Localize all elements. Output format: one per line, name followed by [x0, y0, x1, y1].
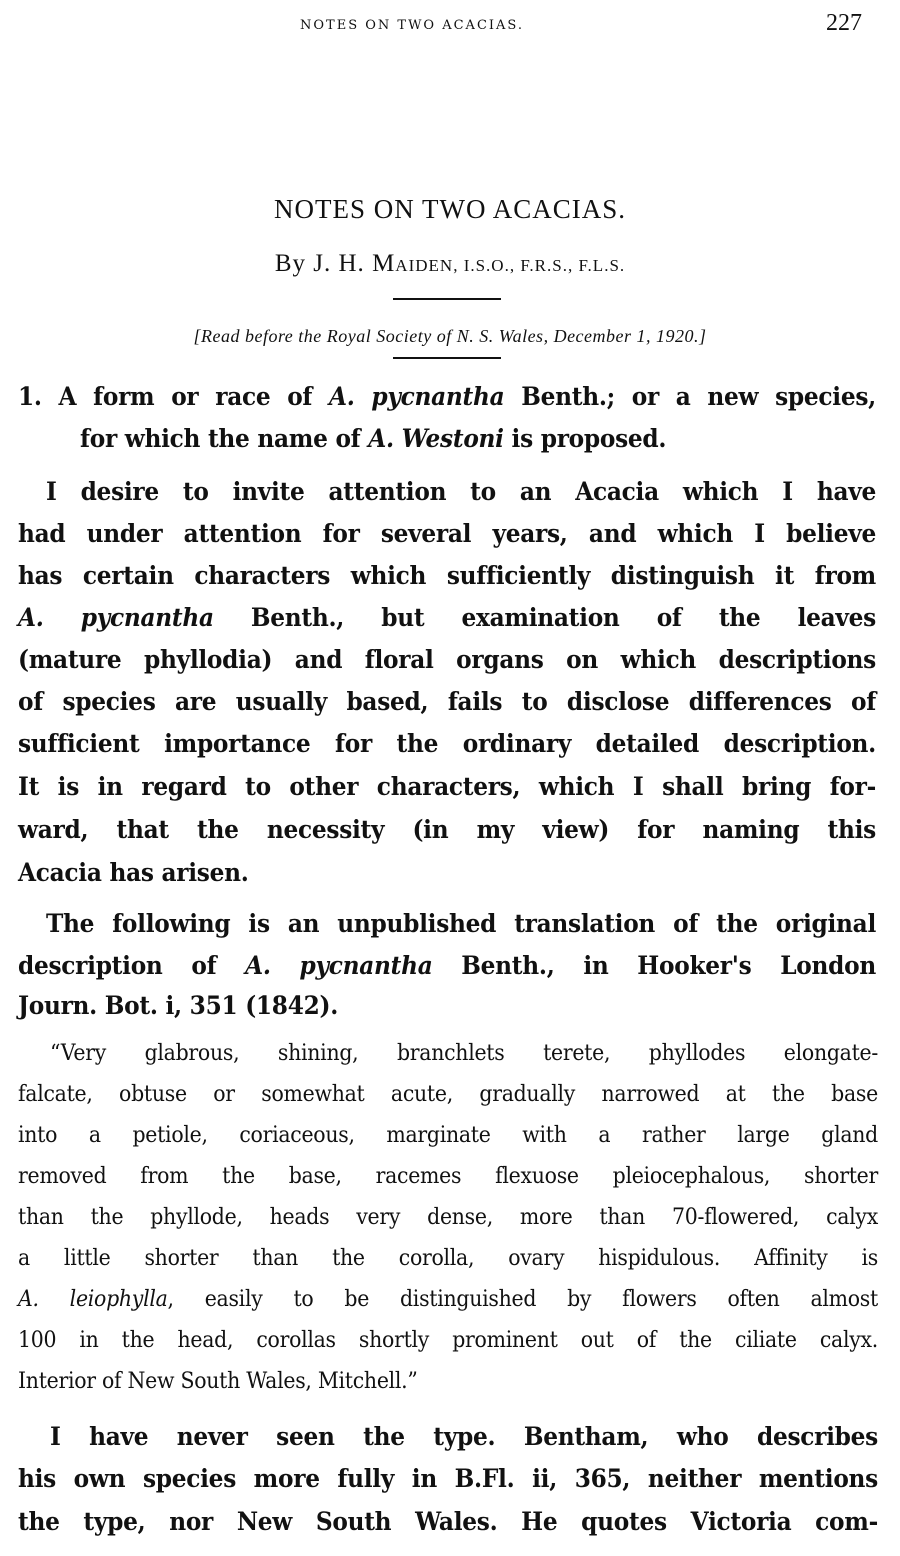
text-line: [18, 858, 288, 887]
text-line: [18, 991, 378, 1020]
text-line: [18, 561, 876, 590]
text-line: [18, 603, 876, 632]
text-segment: into a petiole, coriaceous, marginate with a rather large gland: [18, 1123, 878, 1148]
text-segment: has certain characters which sufficiently distinguish it from: [18, 561, 876, 590]
text-segment: Benth., in Hooker's London: [432, 951, 876, 980]
text-line: [18, 815, 876, 844]
text-segment: than the phyllode, heads very dense, more than 70-flowered, calyx: [18, 1205, 878, 1230]
text-segment: I desire to invite attention to an Acacia which I have: [46, 477, 876, 506]
text-line: [18, 1246, 878, 1271]
text-segment: 100 in the head, corollas shortly prominent out of the ciliate calyx.: [18, 1328, 878, 1353]
text-segment: “Very glabrous, shining, branchlets terete, phyllodes elongate-: [50, 1041, 878, 1066]
text-line: [50, 1041, 878, 1066]
italic-text: A. pycnantha: [328, 382, 505, 411]
text-segment: Interior of New South Wales, Mitchell.”: [18, 1369, 418, 1394]
text-segment: It is in regard to other characters, which I shall bring for-: [18, 772, 876, 801]
article-title: NOTES ON TWO ACACIAS.: [273, 194, 626, 224]
italic-text: A. pycnantha: [245, 951, 433, 980]
text-segment: for which the name of: [80, 424, 369, 453]
text-segment: his own species more fully in B.Fl. ii, 365, neither mentions: [18, 1464, 878, 1493]
divider-rule: [393, 357, 501, 359]
text-segment: 1. A form or race of: [18, 382, 329, 411]
text-line: [18, 1369, 488, 1394]
text-segment: the type, nor New South Wales. He quotes Victoria com-: [18, 1507, 878, 1536]
read-before-note: [Read before the Royal Society of N. S. Wales, December 1, 1920.]: [193, 326, 707, 346]
text-line: [18, 1287, 878, 1312]
text-segment: Acacia has arisen.: [18, 858, 249, 887]
text-line: [18, 1164, 878, 1189]
text-segment: ward, that the necessity (in my view) for naming this: [18, 815, 876, 844]
author-initial: M: [372, 250, 396, 277]
text-segment: removed from the base, racemes flexuose pleiocephalous, shorter: [18, 1164, 878, 1189]
italic-text: A. pycnantha: [18, 603, 214, 632]
text-segment: description of: [18, 951, 246, 980]
text-segment: The following is an unpublished translation of the original: [46, 909, 876, 938]
byline-prefix: By J. H.: [274, 250, 373, 277]
text-segment: I have never seen the type. Bentham, who describes: [50, 1422, 878, 1451]
divider-rule: [393, 298, 501, 300]
text-line: [18, 1082, 878, 1107]
page-number: 227: [826, 10, 862, 36]
text-line: [18, 1328, 878, 1353]
text-segment: , easily to be distinguished by flowers often almost: [167, 1287, 878, 1312]
text-line: [46, 909, 876, 938]
text-line: [18, 519, 876, 548]
author-name-rest: AIDEN: [395, 256, 454, 275]
byline: [0, 250, 900, 278]
text-segment: of species are usually based, fails to disclose differences of: [18, 687, 876, 716]
text-line: [46, 477, 876, 506]
italic-text: A. leiophylla: [18, 1287, 168, 1312]
text-segment: falcate, obtuse or somewhat acute, gradually narrowed at the base: [18, 1082, 878, 1107]
text-line: [80, 424, 752, 453]
running-head: NOTES ON TWO ACACIAS.: [300, 18, 524, 33]
text-segment: sufficient importance for the ordinary detailed description.: [18, 729, 876, 758]
text-segment: Journ. Bot. i, 351 (1842).: [18, 991, 339, 1020]
text-line: [18, 687, 876, 716]
author-credentials: , I.S.O., F.R.S., F.L.S.: [453, 256, 626, 275]
text-line: [18, 772, 876, 801]
italic-text: A. Westoni: [368, 424, 504, 453]
text-segment: Benth.; or a new species,: [504, 382, 876, 411]
text-line: [18, 1464, 878, 1493]
text-segment: a little shorter than the corolla, ovary hispidulous. Affinity is: [18, 1246, 878, 1271]
text-line: [50, 1422, 878, 1451]
text-line: [18, 951, 876, 980]
text-line: [18, 1507, 878, 1536]
text-segment: Benth., but examination of the leaves: [213, 603, 876, 632]
text-segment: is proposed.: [503, 424, 667, 453]
text-line: [18, 382, 876, 411]
text-line: [18, 1205, 878, 1230]
text-segment: had under attention for several years, and which I believe: [18, 519, 876, 548]
text-line: [18, 729, 876, 758]
text-line: [18, 645, 876, 674]
text-line: [18, 1123, 878, 1148]
text-segment: (mature phyllodia) and floral organs on which descriptions: [18, 645, 876, 674]
